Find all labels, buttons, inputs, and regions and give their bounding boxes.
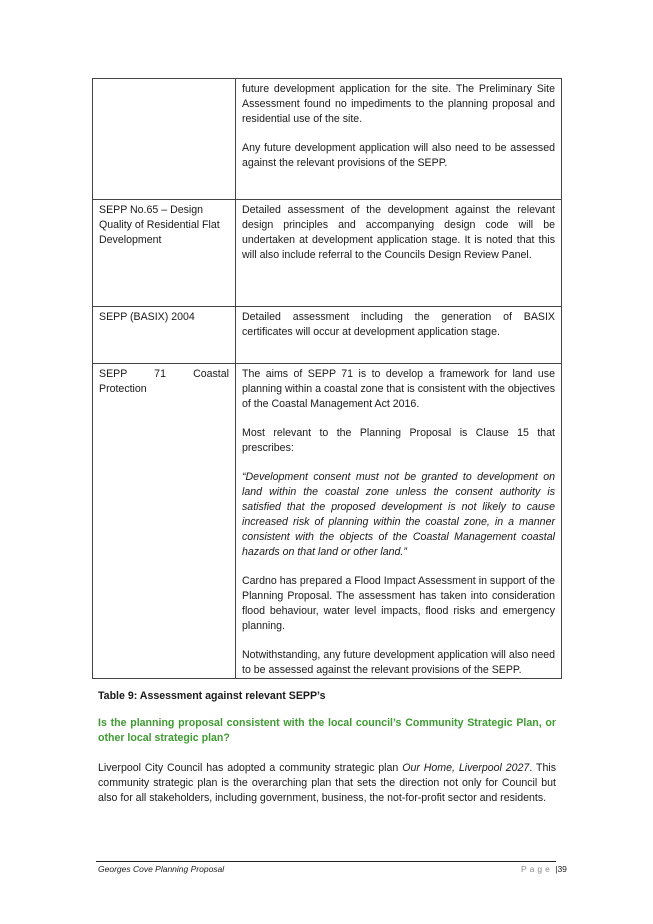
- table-row: [93, 364, 562, 679]
- body-paragraph: [98, 761, 556, 806]
- sepp-assessment-table: [92, 78, 562, 679]
- assessment-paragraph: Notwithstanding, any future development application will also need to be assessed against the relevant provisions of the SEPP.: [242, 649, 555, 676]
- body-text-after: . This community strategic plan is the overarching plan that sets the direction not only for Council but also for all stakeholders, including government, business, the not-for-profit sector and residents.: [98, 762, 556, 804]
- policy-label-cell: SEPP No.65 – Design Quality of Residential Flat Development: [93, 200, 236, 307]
- page-separator: |: [555, 864, 558, 874]
- assessment-cell: [236, 307, 562, 364]
- footer-document-title: Georges Cove Planning Proposal: [98, 864, 225, 874]
- assessment-cell: [236, 364, 562, 679]
- policy-label-cell: SEPP (BASIX) 2004: [93, 307, 236, 364]
- quoted-clause: “Development consent must not be granted to development on land within the coastal zone unless the consent authority is satisfied that the proposed development is not likely to cause increased risk of planning within the coastal zone, in a manner consistent with the objects of the Coastal Management coastal hazards on that land or other land.”: [242, 471, 555, 558]
- footer-rule: [96, 861, 556, 862]
- table-caption: Table 9: Assessment against relevant SEPP’s: [98, 690, 326, 702]
- assessment-paragraph: The aims of SEPP 71 is to develop a framework for land use planning within a coastal zone that is consistent with the objectives of the Coastal Management Act 2016.: [242, 368, 555, 410]
- plan-title: Our Home, Liverpool 2027: [402, 762, 530, 774]
- assessment-paragraph: Detailed assessment of the development against the relevant design principles and accompanying design code will be undertaken at development application stage. It is noted that this will also include referral to the Councils Design Review Panel.: [242, 204, 555, 261]
- assessment-paragraph: Detailed assessment including the generation of BASIX certificates will occur at development application stage.: [242, 311, 555, 338]
- assessment-paragraph: Most relevant to the Planning Proposal is Clause 15 that prescribes:: [242, 427, 555, 454]
- page-label: Page: [521, 864, 553, 874]
- assessment-paragraph: Cardno has prepared a Flood Impact Assessment in support of the Planning Proposal. The assessment has taken into consideration flood behaviour, water level impacts, flood risks and emergency planning.: [242, 575, 555, 632]
- body-text-before: Liverpool City Council has adopted a community strategic plan: [98, 762, 403, 774]
- assessment-cell: [236, 200, 562, 307]
- assessment-paragraph: Any future development application will also need to be assessed against the relevant provisions of the SEPP.: [242, 142, 555, 169]
- page-number: 39: [557, 864, 567, 874]
- policy-label-cell: SEPP 71 Coastal Protection: [93, 364, 236, 679]
- assessment-cell: [236, 79, 562, 200]
- section-question-heading: Is the planning proposal consistent with the local council’s Community Strategic Plan, or other local strategic plan?: [98, 717, 556, 744]
- table-row: [93, 200, 562, 307]
- policy-label-cell: [93, 79, 236, 200]
- table-row: [93, 79, 562, 200]
- table-row: [93, 307, 562, 364]
- footer-page-indicator: [521, 864, 567, 874]
- assessment-paragraph: future development application for the site. The Preliminary Site Assessment found no impediments to the planning proposal and residential use of the site.: [242, 83, 555, 125]
